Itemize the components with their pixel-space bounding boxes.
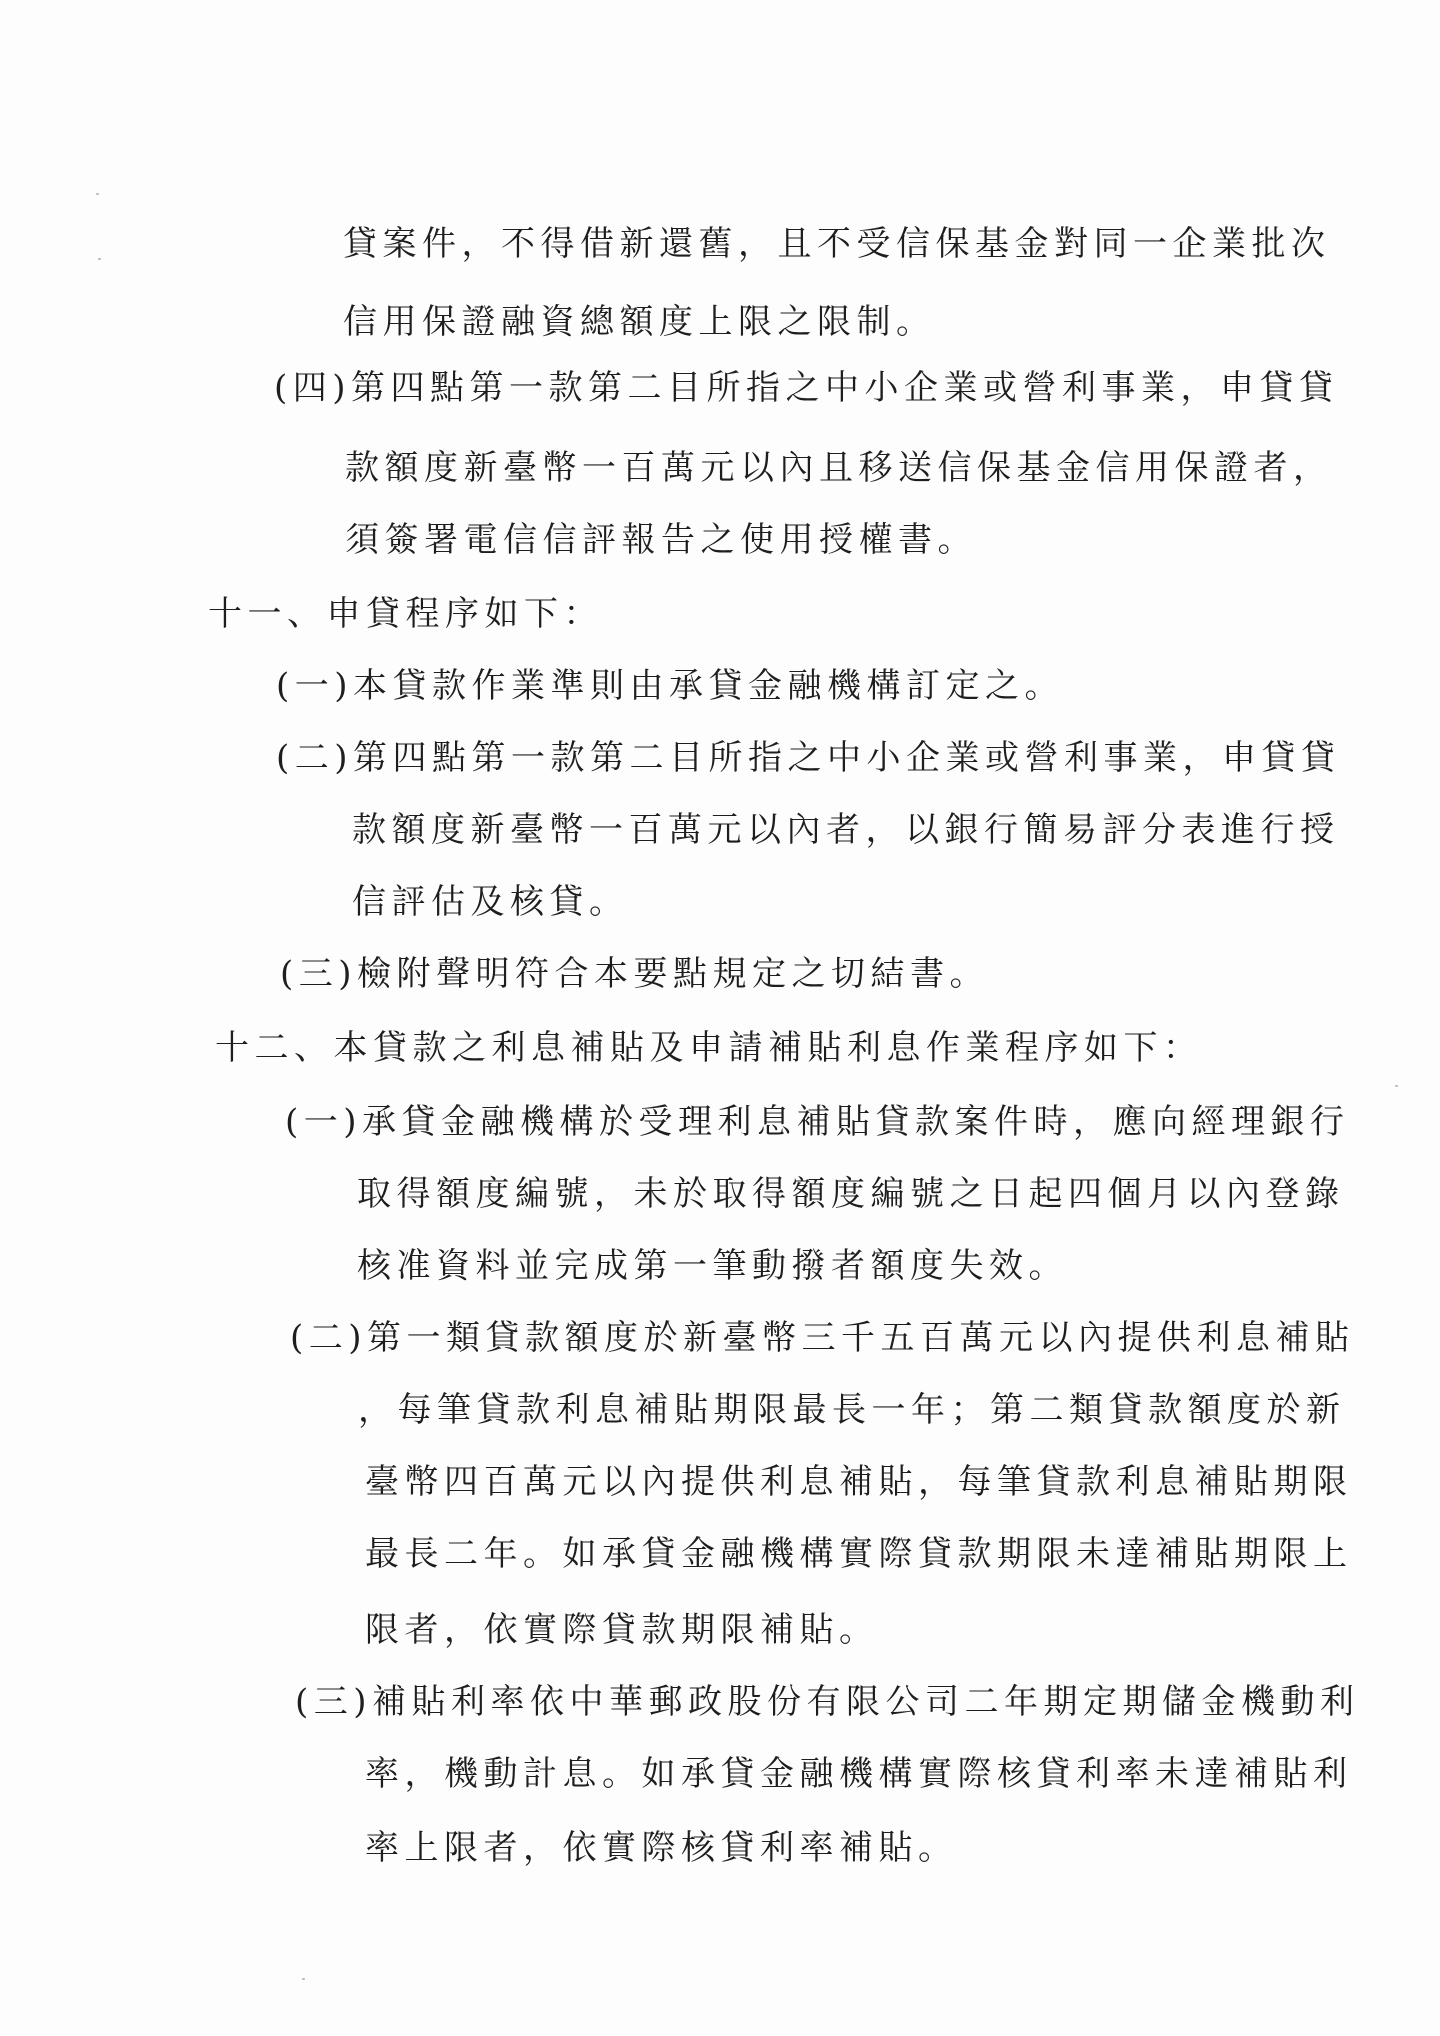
text-line: 臺幣四百萬元以內提供利息補貼，每筆貸款利息補貼期限 [365, 1462, 1353, 1502]
text-line: (一)承貸金融機構於受理利息補貼貸款案件時，應向經理銀行 [285, 1102, 1350, 1142]
text-line: (二)第一類貸款額度於新臺幣三千五百萬元以內提供利息補貼 [290, 1318, 1355, 1358]
text-line: 率上限者，依實際核貸利率補貼。 [365, 1828, 958, 1868]
text-line: 信用保證融資總額度上限之限制。 [343, 302, 936, 342]
text-line: 取得額度編號，未於取得額度編號之日起四個月以內登錄 [357, 1174, 1345, 1214]
text-line: 款額度新臺幣一百萬元以內且移送信保基金信用保證者， [345, 448, 1333, 488]
text-line: 款額度新臺幣一百萬元以內者，以銀行簡易評分表進行授 [352, 810, 1340, 850]
text-line: 限者，依實際貸款期限補貼。 [365, 1610, 879, 1650]
scan-speck [1395, 1085, 1398, 1087]
scan-speck [96, 193, 99, 195]
text-line: 率，機動計息。如承貸金融機構實際核貸利率未達補貼利 [365, 1754, 1353, 1794]
text-line: 信評估及核貸。 [352, 882, 629, 922]
text-line: (一)本貸款作業準則由承貸金融機構訂定之。 [276, 666, 1065, 706]
text-line: 核准資料並完成第一筆動撥者額度失效。 [357, 1246, 1068, 1286]
text-line: (二)第四點第一款第二目所指之中小企業或營利事業，申貸貸 [276, 738, 1341, 778]
text-line: (三)檢附聲明符合本要點規定之切結書。 [280, 954, 990, 994]
text-line: 須簽署電信信評報告之使用授權書。 [345, 520, 977, 560]
text-line: (三)補貼利率依中華郵政股份有限公司二年期定期儲金機動利 [295, 1682, 1360, 1722]
text-line: (四)第四點第一款第二目所指之中小企業或營利事業，申貸貸 [274, 368, 1339, 408]
text-line: 貸案件，不得借新還舊，且不受信保基金對同一企業批次 [343, 224, 1331, 264]
text-line: 最長二年。如承貸金融機構實際貸款期限未達補貼期限上 [365, 1534, 1353, 1574]
section-heading: 十一、申貸程序如下： [208, 594, 603, 634]
text-line: ，每筆貸款利息補貼期限最長一年；第二類貸款額度於新 [358, 1390, 1346, 1430]
scan-speck [302, 1978, 305, 1980]
section-heading: 十二、本貸款之利息補貼及申請補貼利息作業程序如下： [215, 1028, 1203, 1068]
scan-speck [98, 258, 101, 260]
